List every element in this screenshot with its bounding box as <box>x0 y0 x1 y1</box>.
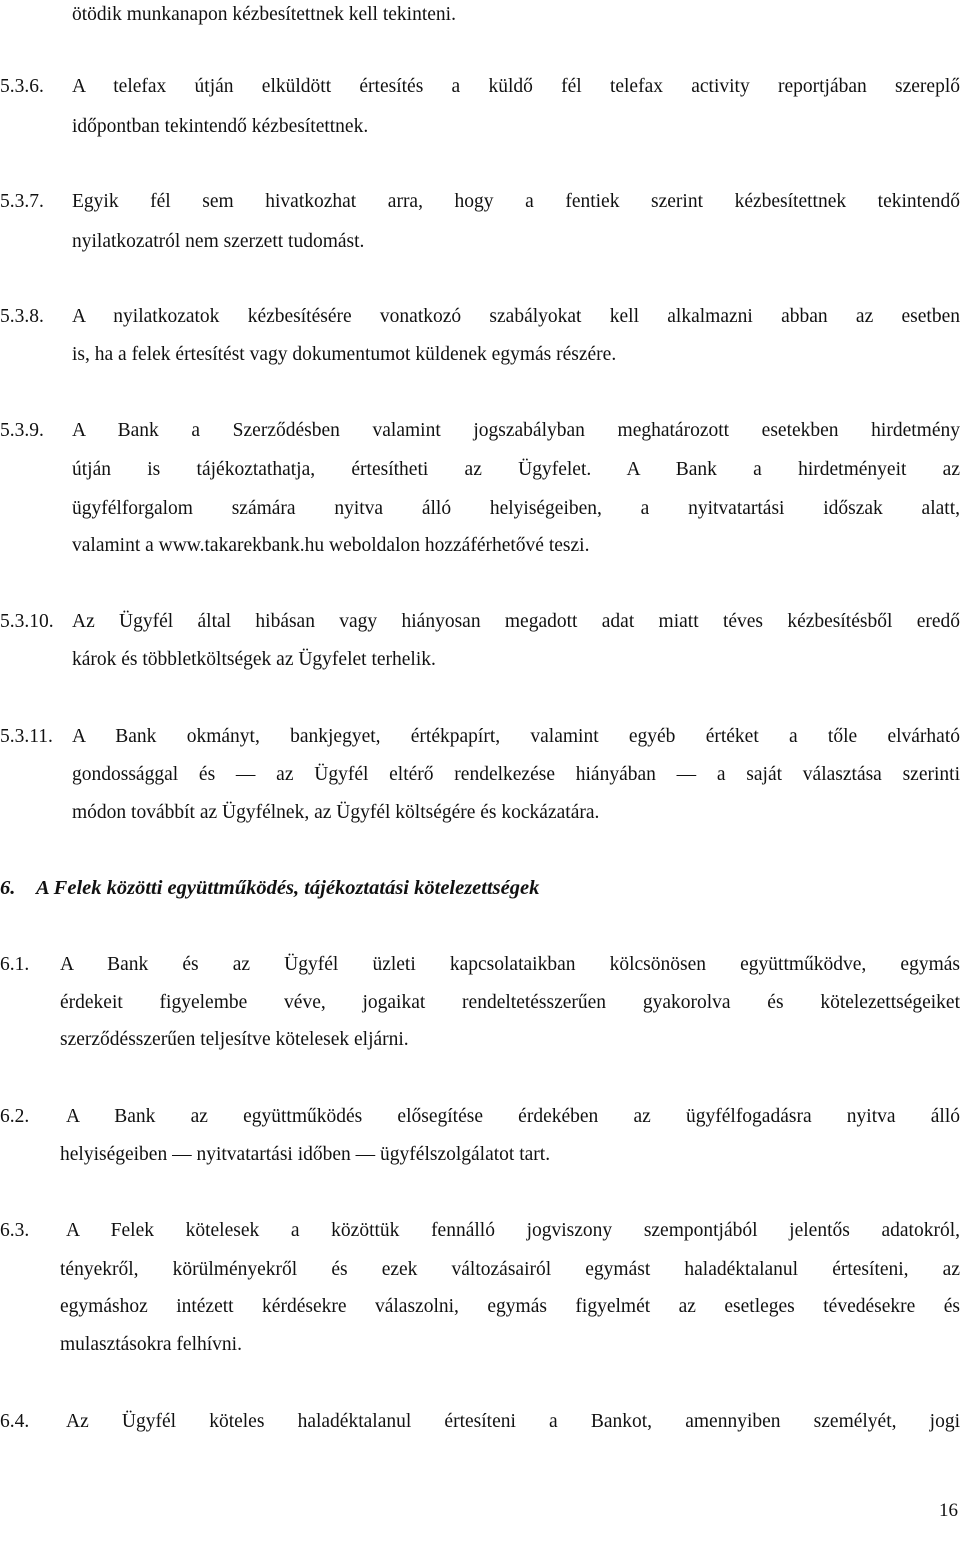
clause-number: 6.2. <box>0 1106 30 1127</box>
clause-number: 5.3.6. <box>0 76 44 97</box>
clause-text-line: mulasztásokra felhívni. <box>60 1334 242 1355</box>
clause-text-line: időpontban tekintendő kézbesítettnek. <box>72 116 369 137</box>
section-title: A Felek közötti együttműködés, tájékoztatási kötelezettségek <box>36 877 540 899</box>
continuation-line: ötödik munkanapon kézbesítettnek kell tekinteni. <box>72 4 456 25</box>
clause-text-line: A Bank és az Ügyfél üzleti kapcsolataikban kölcsönösen együttműködve, egymás <box>60 954 960 975</box>
clause-text-line: ügyfélforgalom számára nyitva álló helyiségeiben, a nyitvatartási időszak alatt, <box>72 498 960 519</box>
clause-text-line: tényekről, körülményekről és ezek változásairól egymást haladéktalanul értesíteni, az <box>60 1259 960 1280</box>
page-number: 16 <box>939 1500 958 1521</box>
clause-text-line: A nyilatkozatok kézbesítésére vonatkozó szabályokat kell alkalmazni abban az esetben <box>72 306 960 327</box>
clause-text-line: A telefax útján elküldött értesítés a küldő fél telefax activity reportjában szereplő <box>72 76 960 97</box>
clause-number: 5.3.10. <box>0 611 54 632</box>
clause-number: 5.3.7. <box>0 191 44 212</box>
clause-number: 6.1. <box>0 954 30 975</box>
clause-text-line: A Bank az együttműködés elősegítése érdekében az ügyfélfogadásra nyitva álló <box>66 1106 960 1127</box>
clause-text-line: Az Ügyfél által hibásan vagy hiányosan megadott adat miatt téves kézbesítésből eredő <box>72 611 960 632</box>
clause-number: 6.4. <box>0 1411 30 1432</box>
section-number: 6. <box>0 877 16 899</box>
clause-text-line: A Bank okmányt, bankjegyet, értékpapírt, valamint egyéb értéket a tőle elvárható <box>72 726 960 747</box>
clause-text-line: egymáshoz intézett kérdésekre válaszolni, egymás figyelmét az esetleges tévedésekre és <box>60 1296 960 1317</box>
clause-number: 5.3.11. <box>0 726 53 747</box>
clause-text-line: nyilatkozatról nem szerzett tudomást. <box>72 231 365 252</box>
clause-text-line: A Felek kötelesek a közöttük fennálló jogviszony szempontjából jelentős adatokról, <box>66 1220 960 1241</box>
clause-text-line: helyiségeiben — nyitvatartási időben — ügyfélszolgálatot tart. <box>60 1144 551 1165</box>
clause-text-line: érdekeit figyelembe véve, jogaikat rendeltetésszerűen gyakorolva és kötelezettségeiket <box>60 992 960 1013</box>
clause-text-line: károk és többletköltségek az Ügyfelet terhelik. <box>72 649 436 670</box>
clause-text-line: Egyik fél sem hivatkozhat arra, hogy a fentiek szerint kézbesítettnek tekintendő <box>72 191 960 212</box>
clause-text-line: módon továbbít az Ügyfélnek, az Ügyfél költségére és kockázatára. <box>72 802 600 823</box>
clause-number: 5.3.8. <box>0 306 44 327</box>
clause-text-line: Az Ügyfél köteles haladéktalanul értesíteni a Bankot, amennyiben személyét, jogi <box>66 1411 960 1432</box>
clause-text-line: is, ha a felek értesítést vagy dokumentumot küldenek egymás részére. <box>72 344 617 365</box>
clause-text-line: gondossággal és — az Ügyfél eltérő rendelkezése hiányában — a saját választása szerinti <box>72 764 960 785</box>
clause-number: 6.3. <box>0 1220 30 1241</box>
clause-text-line: szerződésszerűen teljesítve kötelesek eljárni. <box>60 1029 409 1050</box>
clause-text-line: útján is tájékoztathatja, értesítheti az Ügyfelet. A Bank a hirdetményeit az <box>72 459 960 480</box>
clause-number: 5.3.9. <box>0 420 44 441</box>
clause-text-line: A Bank a Szerződésben valamint jogszabályban meghatározott esetekben hirdetmény <box>72 420 960 441</box>
clause-text-line: valamint a www.takarekbank.hu weboldalon hozzáférhetővé teszi. <box>72 535 590 556</box>
